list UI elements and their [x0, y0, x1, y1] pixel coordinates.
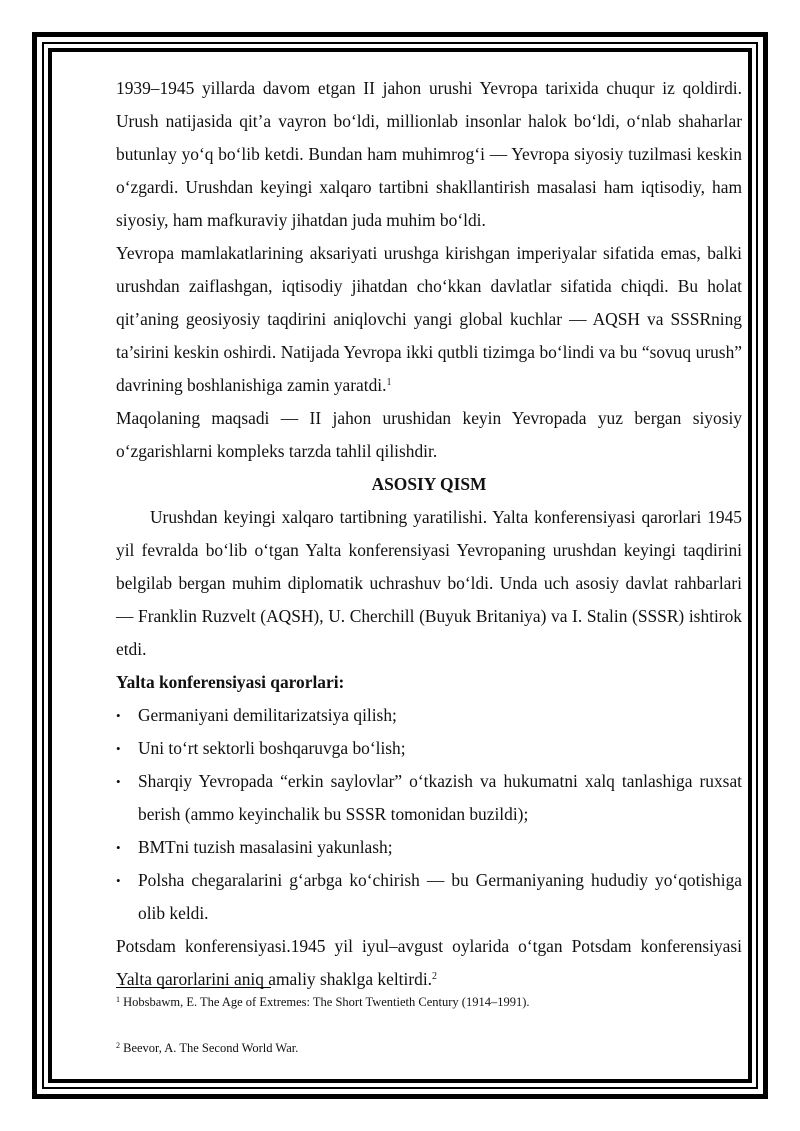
aim-paragraph: Maqolaning maqsadi — II jahon urushidan keyin Yevropada yuz bergan siyosiy o‘zgarishlarni kompleks tarzda tahlil qilishdir.: [116, 408, 742, 461]
yalta-paragraph: Urushdan keyingi xalqaro tartibning yaratilishi. Yalta konferensiyasi qarorlari 1945 yil fevralda bo‘lib o‘tgan Yalta konferensiyasi Yevropaning urushdan keyingi taqdirini belgilab bergan muhim diplomatik uchrashuv bo‘ldi. Unda uch asosiy davlat rahbarlari — Franklin Ruzvelt (AQSH), U. Cherchill (Buyuk Britaniya) va I. Stalin (SSSR) ishtirok etdi.: [116, 507, 742, 659]
bullet-icon: •: [116, 873, 121, 888]
bullet-icon: •: [116, 708, 121, 723]
context-paragraph: Yevropa mamlakatlarining aksariyati urushga kirishgan imperiyalar sifatida emas, balki urushdan zaiflashgan, iqtisodiy jihatdan cho‘kkan davlatlar sifatida chiqdi. Bu holat qit’aning geosiyosiy taqdirini aniqlovchi yangi global kuchlar — AQSH va SSSRning ta’sirini keskin oshirdi. Natijada Yevropa ikki qutbli tizimga bo‘lindi va bu “sovuq urush” davrining boshlanishiga zamin yaratdi.$^1$: [116, 243, 742, 395]
list-item: • Sharqiy Yevropada “erkin saylovlar” o‘tkazish va hukumatni xalq tanlashiga ruxsat berish (ammo keyinchalik bu SSSR tomonidan buzildi);: [116, 765, 742, 831]
section-heading: ASOSIY QISM: [371, 474, 487, 494]
bullet-icon: •: [116, 774, 121, 789]
bullet-icon: •: [116, 840, 121, 855]
list-item: • Germaniyani demilitarizatsiya qilish;: [116, 699, 742, 732]
footnote-ref-1[interactable]: 1: [386, 377, 392, 388]
intro-paragraph: 1939–1945 yillarda davom etgan II jahon urushi Yevropa tarixida chuqur iz qoldirdi. Urush natijasida qit’a vayron bo‘ldi, millionlab insonlar halok bo‘ldi, o‘nlab shaharlar butunlay yo‘q bo‘lib ketdi. Bundan ham muhimrog‘i — Yevropa siyosiy tuzilmasi keskin o‘zgardi. Urushdan keyingi xalqaro tartibni shakllantirish masalasi ham iqtisodiy, ham siyosiy, ham mafkuraviy jihatdan juda muhim bo‘ldi.: [116, 78, 742, 230]
list-item: • BMTni tuzish masalasini yakunlash;: [116, 831, 742, 864]
yalta-decisions-subheading: Yalta konferensiyasi qarorlari:: [116, 672, 345, 692]
list-item: • Polsha chegaralarini g‘arbga ko‘chirish — bu Germaniyaning hududiy yo‘qotishiga olib keldi.: [116, 864, 742, 930]
footnote-2: $^2$ Beevor, A. The Second World War.: [116, 1041, 299, 1055]
yalta-decisions-list: [116, 699, 742, 930]
list-item: • Uni to‘rt sektorli boshqaruvga bo‘lish;: [116, 732, 742, 765]
potsdam-paragraph: Potsdam konferensiyasi.1945 yil iyul–avgust oylarida o‘tgan Potsdam konferensiyasi Yalta qarorlarini aniq amaliy shaklga keltirdi.$^2$: [116, 936, 742, 989]
footnote-1: $^1$ Hobsbawm, E. The Age of Extremes: The Short Twentieth Century (1914–1991).: [116, 995, 530, 1009]
footnote-ref-2[interactable]: 2: [432, 971, 438, 982]
footnote-separator: [116, 987, 271, 988]
bullet-icon: •: [116, 741, 121, 756]
document-body: [116, 72, 742, 996]
